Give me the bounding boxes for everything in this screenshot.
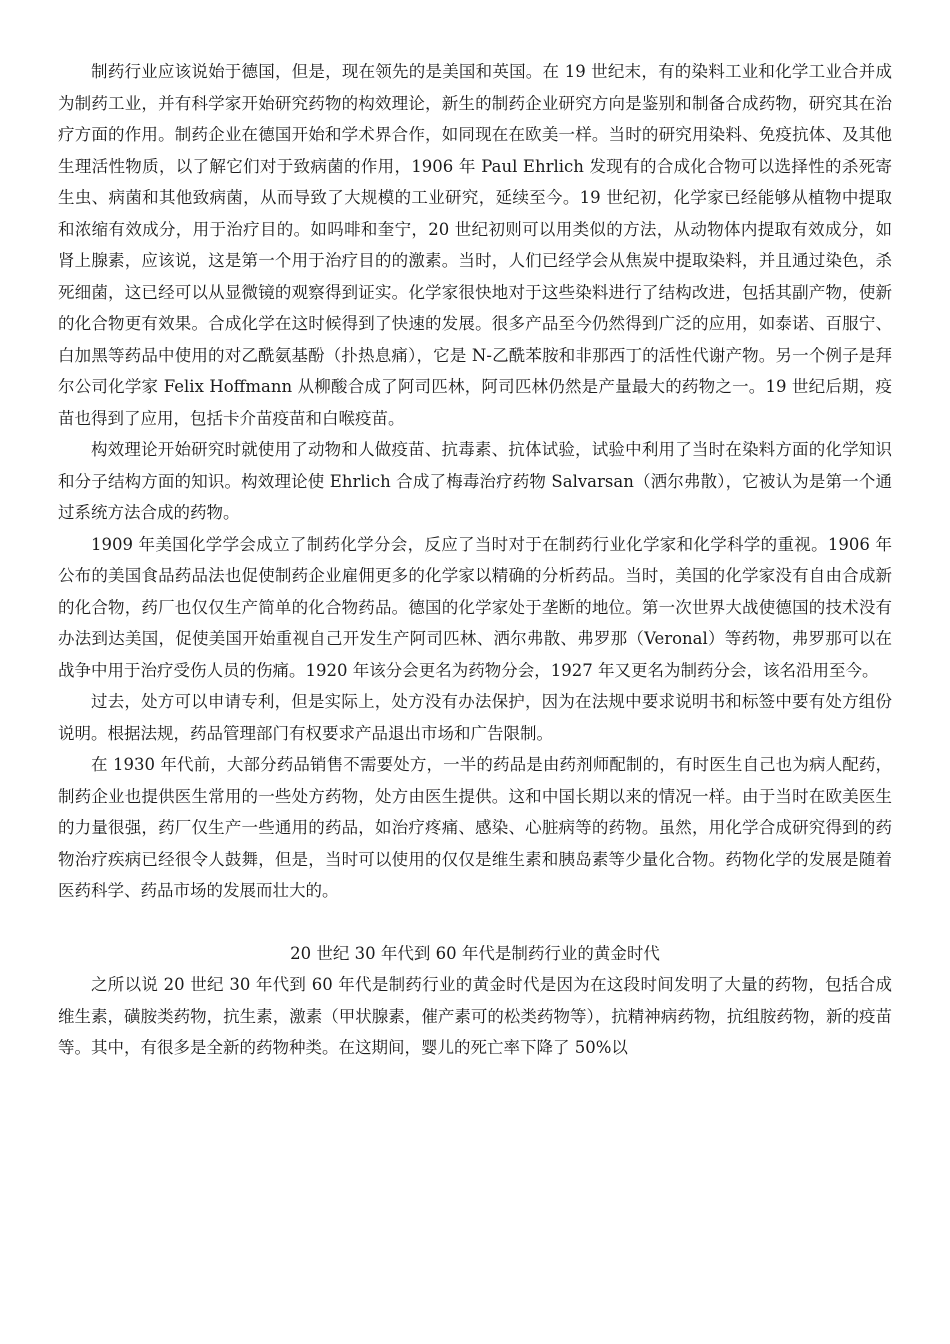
section-heading: 20 世纪 30 年代到 60 年代是制药行业的黄金时代 — [290, 943, 660, 963]
document-body — [58, 56, 892, 1064]
paragraph-prescription-patent: 过去，处方可以申请专利，但是实际上，处方没有办法保护，因为在法规中要求说明书和标签中要有处方组份说明。根据法规，药品管理部门有权要求产品退出市场和广告限制。 — [58, 692, 892, 743]
paragraph-pre-1930: 在 1930 年代前，大部分药品销售不需要处方，一半的药品是由药剂师配制的，有时医生自己也为病人配药，制药企业也提供医生常用的一些处方药物，处方由医生提供。这和中国长期以来的情况一样。由于当时在欧美医生的力量很强，药厂仅生产一些通用的药品，如治疗疼痛、感染、心脏病等的药物。虽然，用化学合成研究得到的药物治疗疾病已经很令人鼓舞，但是，当时可以使用的仅仅是维生素和胰岛素等少量化合物。药物化学的发展是随着医药科学、药品市场的发展而壮大的。 — [58, 755, 892, 900]
paragraph-golden-age: 之所以说 20 世纪 30 年代到 60 年代是制药行业的黄金时代是因为在这段时间发明了大量的药物，包括合成维生素，磺胺类药物，抗生素，激素（甲状腺素，催产素可的松类药物等），抗精神病药物，抗组胺药物，新的疫苗等。其中，有很多是全新的药物种类。在这期间，婴儿的死亡率下降了 50%以 — [58, 975, 892, 1057]
paragraph-structure-activity: 构效理论开始研究时就使用了动物和人做疫苗、抗毒素、抗体试验，试验中利用了当时在染料方面的化学知识和分子结构方面的知识。构效理论使 Ehrlich 合成了梅毒治疗药物 Salvarsan（洒尔弗散），它被认为是第一个通过系统方法合成的药物。 — [58, 440, 892, 522]
paragraph-acs-division: 1909 年美国化学学会成立了制药化学分会，反应了当时对于在制药行业化学家和化学科学的重视。1906 年公布的美国食品药品法也促使制药企业雇佣更多的化学家以精确的分析药品。当时，美国的化学家没有自由合成新的化合物，药厂也仅仅生产简单的化合物药品。德国的化学家处于垄断的地位。第一次世界大战使德国的技术没有办法到达美国，促使美国开始重视自己开发生产阿司匹林、洒尔弗散、弗罗那（Veronal）等药物，弗罗那可以在战争中用于治疗受伤人员的伤痛。1920 年该分会更名为药物分会，1927 年又更名为制药分会，该名沿用至今。 — [58, 534, 892, 680]
paragraph-origins: 制药行业应该说始于德国，但是，现在领先的是美国和英国。在 19 世纪末，有的染料工业和化学工业合并成为制药工业，并有科学家开始研究药物的构效理论，新生的制药企业研究方向是鉴别和制备合成药物，研究其在治疗方面的作用。制药企业在德国开始和学术界合作，如同现在在欧美一样。当时的研究用染料、免疫抗体、及其他生理活性物质，以了解它们对于致病菌的作用，1906 年 Paul Ehrlich 发现有的合成化合物可以选择性的杀死寄生虫、病菌和其他致病菌，从而导致了大规模的工业研究，延续至今。19 世纪初，化学家已经能够从植物中提取和浓缩有效成分，用于治疗目的。如吗啡和奎宁，20 世纪初则可以用类似的方法，从动物体内提取有效成分，如肾上腺素，应该说，这是第一个用于治疗目的的激素。当时，人们已经学会从焦炭中提取染料，并且通过染色，杀死细菌，这已经可以从显微镜的观察得到证实。化学家很快地对于这些染料进行了结构改进，包括其副产物，使新的化合物更有效果。合成化学在这时候得到了快速的发展。很多产品至今仍然得到广泛的应用，如泰诺、百服宁、白加黑等药品中使用的对乙酰氨基酚（扑热息痛），它是 N-乙酰苯胺和非那西丁的活性代谢产物。另一个例子是拜尔公司化学家 Felix Hoffmann 从柳酸合成了阿司匹林，阿司匹林仍然是产量最大的药物之一。19 世纪后期，疫苗也得到了应用，包括卡介苗疫苗和白喉疫苗。 — [58, 62, 892, 428]
